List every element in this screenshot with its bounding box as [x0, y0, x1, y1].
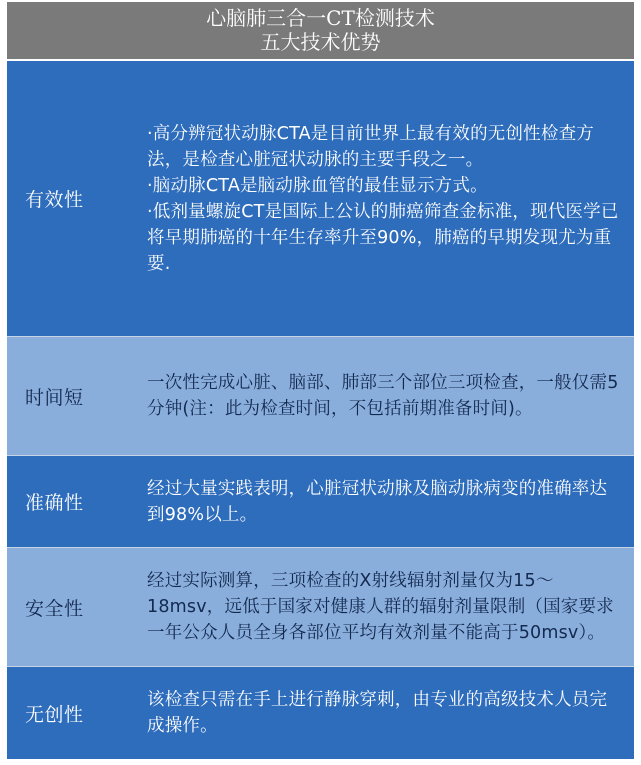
row-label: 安全性	[25, 597, 84, 620]
row-effectiveness	[7, 61, 634, 337]
header-subtitle: 五大技术优势	[260, 30, 381, 54]
row-label: 准确性	[25, 492, 84, 514]
row-label: 时间短	[25, 386, 84, 409]
row-accuracy	[7, 456, 634, 548]
row-label: 无创性	[25, 703, 84, 726]
row-content	[147, 121, 634, 277]
row-text: 经过大量实践表明，心脏冠状动脉及脑动脉病变的准确率达到98%以上。	[147, 478, 608, 525]
row-content	[147, 687, 634, 739]
row-content	[147, 476, 634, 528]
bullet-item: ·高分辨冠状动脉CTA是目前世界上最有效的无创性检查方法，是检查心脏冠状动脉的主要手段之一。	[147, 123, 594, 170]
row-text: 一次性完成心脏、脑部、肺部三个部位三项检查，一般仅需5分钟(注：此为检查时间，不包括前期准备时间)。	[147, 373, 619, 419]
row-safety	[7, 548, 634, 667]
row-label: 有效性	[25, 189, 84, 211]
row-short-time	[7, 337, 634, 456]
row-text: 该检查只需在手上进行静脉穿刺，由专业的高级技术人员完成操作。	[147, 690, 608, 736]
row-text: 经过实际测算，三项检查的X射线辐射剂量仅为15～18msv，远低于国家对健康人群的辐射剂量限制（国家要求一年公众人员全身各部位平均有效剂量不能高于50msv）。	[147, 571, 614, 643]
row-non-invasive	[7, 667, 634, 759]
header-title: 心脑肺三合一CT检测技术	[206, 6, 435, 30]
row-content	[147, 370, 634, 422]
bullet-item: ·脑动脉CTA是脑动脉血管的最佳显示方式。	[147, 175, 488, 196]
row-content	[147, 568, 634, 646]
header	[7, 2, 634, 59]
bullet-item: ·低剂量螺旋CT是国际上公认的肺癌筛查金标准，现代医学已将早期肺癌的十年生存率升至90%，肺癌的早期发现尤为重要.	[147, 201, 619, 274]
